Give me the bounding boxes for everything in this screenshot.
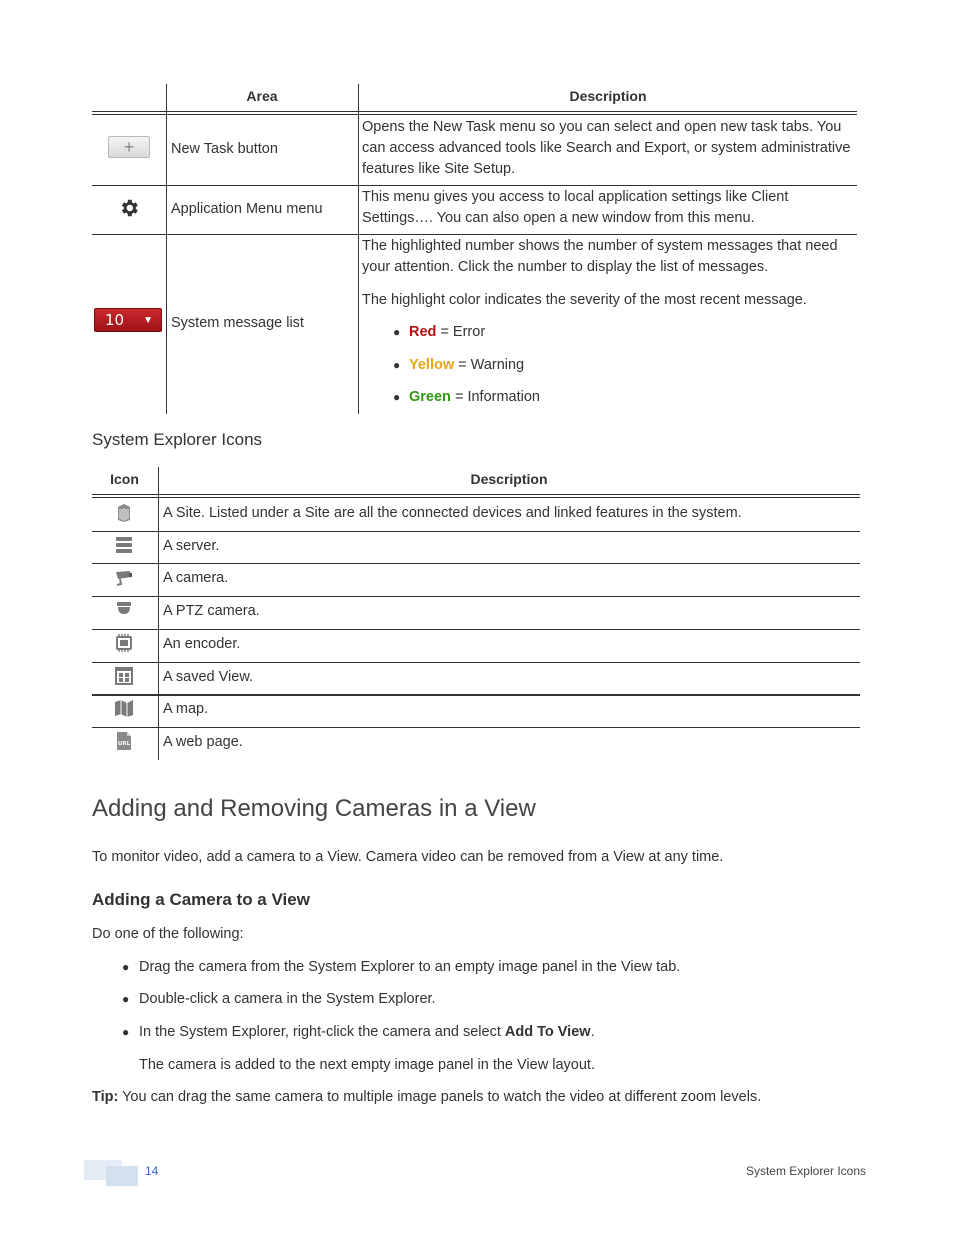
severity-yellow: Yellow <box>409 357 455 373</box>
intro-text: To monitor video, add a camera to a View. Camera video can be removed from a View at any time. <box>92 849 724 865</box>
bullet-icon: ● <box>122 1025 130 1039</box>
bullet-icon: ● <box>393 390 401 404</box>
bullet-icon: ● <box>393 325 401 339</box>
section-title: System Explorer Icons <box>92 430 263 449</box>
description-encoder: An encoder. <box>163 636 241 652</box>
footer-section-title: System Explorer Icons <box>745 1164 866 1178</box>
new-task-button[interactable] <box>108 136 150 158</box>
area-new-task: New Task button <box>171 141 278 157</box>
description-server: A server. <box>163 538 220 554</box>
svg-text:URL: URL <box>117 741 131 747</box>
severity-yellow-meaning: = Warning <box>458 357 525 373</box>
row-divider <box>92 662 860 663</box>
bullet-icon: ● <box>393 358 401 372</box>
view-icon <box>114 666 134 686</box>
severity-green-meaning: = Information <box>454 389 540 405</box>
system-message-button[interactable] <box>94 308 162 332</box>
encoder-icon <box>114 633 134 653</box>
result-text: The camera is added to the next empty image panel in the View layout. <box>139 1057 595 1073</box>
tip-label: Tip: <box>92 1089 119 1105</box>
camera-icon <box>114 568 134 588</box>
list-item <box>393 389 540 405</box>
map-icon <box>114 698 134 718</box>
severity-green: Green <box>409 389 451 405</box>
page-number: 14 <box>145 1164 159 1178</box>
row-divider <box>92 694 860 696</box>
description-system-message-1: The highlighted number shows the number of system messages that need your attention. Click the number to display the list of messages. <box>362 238 838 275</box>
plus-icon: + <box>123 137 135 157</box>
list-item <box>122 1024 595 1040</box>
severity-red-meaning: = Error <box>440 324 486 340</box>
bullet-icon: ● <box>122 992 130 1006</box>
row-divider <box>92 234 857 235</box>
column-header-description: Description <box>569 88 647 104</box>
row-divider <box>92 185 857 186</box>
description-map: A map. <box>163 701 209 717</box>
description-ptz-camera: A PTZ camera. <box>163 603 260 619</box>
row-divider <box>92 727 860 728</box>
message-count: 10 <box>105 311 125 329</box>
tip-text: You can drag the same camera to multiple image panels to watch the video at different zoom levels. <box>118 1089 762 1105</box>
site-icon <box>114 503 134 523</box>
gear-icon[interactable] <box>118 197 140 219</box>
server-icon <box>114 535 134 555</box>
description-application-menu: This menu gives you access to local application settings like Client Settings…. You can also open a new window from this menu. <box>362 189 789 226</box>
section-subtitle: Adding a Camera to a View <box>92 890 310 909</box>
column-header-icon: Icon <box>110 471 139 487</box>
list-item <box>122 991 436 1007</box>
tip <box>92 1089 761 1105</box>
area-application-menu: Application Menu menu <box>171 201 323 217</box>
bullet-text: In the System Explorer, right-click the camera and select <box>139 1024 505 1040</box>
description-view: A saved View. <box>163 669 254 685</box>
lead-text: Do one of the following: <box>92 926 244 942</box>
column-header-description: Description <box>470 471 548 487</box>
list-item <box>393 324 486 340</box>
description-new-task: Opens the New Task menu so you can select and open new task tabs. You can access advanced tools like Search and Export, or system administrative features like Site Setup. <box>362 119 851 177</box>
column-header-area: Area <box>246 88 278 104</box>
severity-red: Red <box>409 324 437 340</box>
area-system-message: System message list <box>171 315 304 331</box>
description-site: A Site. Listed under a Site are all the connected devices and linked features in the system. <box>163 505 742 521</box>
header-rule <box>92 111 857 115</box>
caret-down-icon: ▼ <box>143 314 153 326</box>
description-camera: A camera. <box>163 570 229 586</box>
web-page-icon <box>114 731 134 751</box>
row-divider <box>92 629 860 630</box>
row-divider <box>92 596 860 597</box>
add-to-view-label: Add To View <box>504 1024 591 1040</box>
list-item <box>122 959 681 975</box>
page-title: Adding and Removing Cameras in a View <box>92 795 536 822</box>
bullet-text: Drag the camera from the System Explorer to an empty image panel in the View tab. <box>139 959 681 975</box>
bullet-text-suffix: . <box>590 1024 595 1040</box>
row-divider <box>92 531 860 532</box>
row-divider <box>92 563 860 564</box>
description-system-message-2: The highlight color indicates the severity of the most recent message. <box>362 292 807 308</box>
bullet-text: Double-click a camera in the System Explorer. <box>139 991 436 1007</box>
column-divider <box>358 84 359 414</box>
list-item <box>393 357 525 373</box>
description-web-page: A web page. <box>163 734 243 750</box>
bullet-icon: ● <box>122 960 130 974</box>
header-rule <box>92 494 860 498</box>
column-divider <box>158 467 159 760</box>
column-divider <box>166 84 167 414</box>
footer-decoration <box>106 1166 138 1186</box>
ptz-camera-icon <box>114 600 134 620</box>
